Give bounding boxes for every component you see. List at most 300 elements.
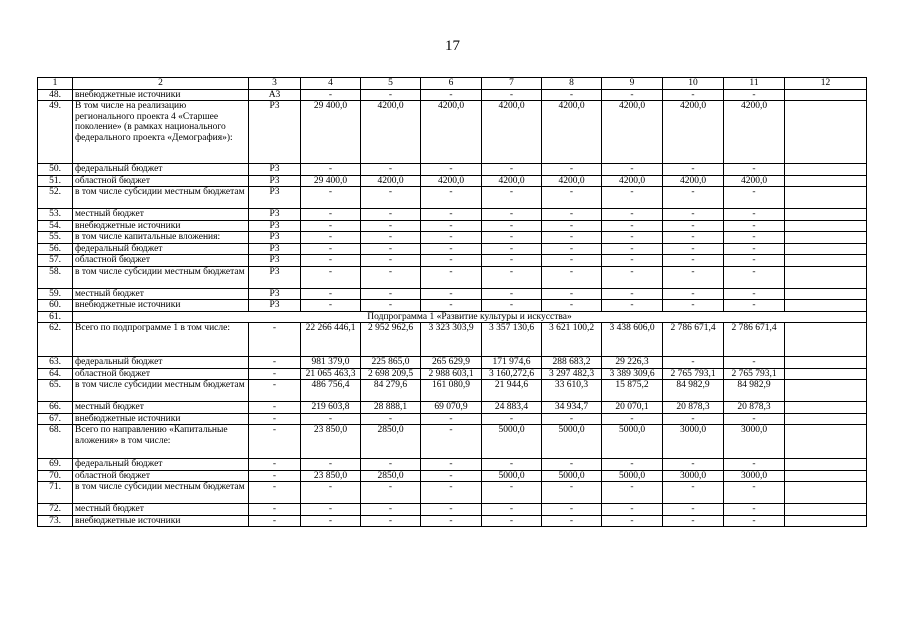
value-cell: 4200,0	[542, 175, 602, 187]
column-header: 1	[38, 78, 73, 90]
budget-table	[37, 77, 867, 527]
empty-cell	[785, 380, 867, 402]
value-cell: 23 850,0	[301, 470, 361, 482]
row-number: 61.	[38, 311, 73, 323]
row-name: местный бюджет	[73, 402, 249, 414]
row-number: 57.	[38, 255, 73, 267]
value-cell: -	[663, 243, 724, 255]
row-code: -	[249, 425, 301, 459]
value-cell: 4200,0	[361, 101, 421, 164]
table-row	[38, 89, 867, 101]
empty-cell	[785, 101, 867, 164]
value-cell: -	[602, 232, 663, 244]
value-cell: -	[663, 164, 724, 176]
value-cell: -	[301, 413, 361, 425]
value-cell: 20 878,3	[724, 402, 785, 414]
value-cell: -	[542, 255, 602, 267]
value-cell: 3 621 100,2	[542, 323, 602, 357]
row-code: -	[249, 470, 301, 482]
value-cell: 3 297 482,3	[542, 368, 602, 380]
value-cell: -	[542, 220, 602, 232]
value-cell: -	[361, 89, 421, 101]
value-cell: -	[663, 266, 724, 288]
row-code: -	[249, 459, 301, 471]
value-cell: 4200,0	[421, 101, 482, 164]
row-number: 65.	[38, 380, 73, 402]
value-cell: -	[421, 504, 482, 516]
empty-cell	[785, 220, 867, 232]
value-cell: -	[663, 300, 724, 312]
value-cell: 29 400,0	[301, 175, 361, 187]
value-cell: -	[361, 220, 421, 232]
value-cell: 24 883,4	[482, 402, 542, 414]
column-header: 4	[301, 78, 361, 90]
row-name: внебюджетные источники	[73, 89, 249, 101]
value-cell: -	[663, 459, 724, 471]
value-cell: -	[301, 504, 361, 516]
row-number: 52.	[38, 187, 73, 209]
value-cell: 5000,0	[482, 470, 542, 482]
value-cell: -	[482, 255, 542, 267]
row-name: внебюджетные источники	[73, 515, 249, 527]
value-cell: -	[301, 300, 361, 312]
row-code: -	[249, 413, 301, 425]
value-cell: -	[663, 209, 724, 221]
value-cell: -	[663, 89, 724, 101]
value-cell: -	[301, 266, 361, 288]
value-cell: 3 389 309,6	[602, 368, 663, 380]
table-row	[38, 311, 867, 323]
value-cell: 4200,0	[724, 175, 785, 187]
value-cell: -	[301, 220, 361, 232]
value-cell: -	[482, 482, 542, 504]
table-row	[38, 288, 867, 300]
row-name: областной бюджет	[73, 368, 249, 380]
value-cell: 3 323 303,9	[421, 323, 482, 357]
empty-cell	[785, 515, 867, 527]
value-cell: -	[542, 243, 602, 255]
value-cell: 4200,0	[663, 175, 724, 187]
value-cell: -	[602, 515, 663, 527]
empty-cell	[785, 187, 867, 209]
value-cell: -	[301, 89, 361, 101]
value-cell: -	[724, 413, 785, 425]
value-cell: 5000,0	[602, 425, 663, 459]
value-cell: -	[421, 459, 482, 471]
row-name: областной бюджет	[73, 175, 249, 187]
value-cell: -	[482, 209, 542, 221]
empty-cell	[785, 89, 867, 101]
value-cell: -	[724, 209, 785, 221]
table-row	[38, 459, 867, 471]
table-row	[38, 402, 867, 414]
value-cell: -	[361, 164, 421, 176]
row-number: 49.	[38, 101, 73, 164]
row-code: Р3	[249, 164, 301, 176]
value-cell: -	[421, 255, 482, 267]
table-row	[38, 323, 867, 357]
value-cell: 3000,0	[663, 425, 724, 459]
value-cell: 4200,0	[724, 101, 785, 164]
row-number: 60.	[38, 300, 73, 312]
table-row	[38, 175, 867, 187]
value-cell: -	[301, 187, 361, 209]
value-cell: -	[421, 187, 482, 209]
value-cell: 84 982,9	[663, 380, 724, 402]
row-number: 66.	[38, 402, 73, 414]
value-cell: 23 850,0	[301, 425, 361, 459]
row-number: 51.	[38, 175, 73, 187]
empty-cell	[785, 413, 867, 425]
row-code: -	[249, 402, 301, 414]
value-cell: -	[361, 288, 421, 300]
row-name: в том числе капитальные вложения:	[73, 232, 249, 244]
value-cell: 161 080,9	[421, 380, 482, 402]
empty-cell	[785, 402, 867, 414]
value-cell: 3 160,272,6	[482, 368, 542, 380]
row-code: Р3	[249, 255, 301, 267]
row-code: Р3	[249, 101, 301, 164]
value-cell: -	[421, 300, 482, 312]
empty-cell	[785, 470, 867, 482]
value-cell: -	[724, 459, 785, 471]
value-cell: -	[724, 357, 785, 369]
value-cell: 486 756,4	[301, 380, 361, 402]
row-name: федеральный бюджет	[73, 459, 249, 471]
value-cell: -	[724, 300, 785, 312]
value-cell: 2850,0	[361, 425, 421, 459]
value-cell: -	[602, 255, 663, 267]
value-cell: -	[421, 89, 482, 101]
value-cell: -	[301, 164, 361, 176]
value-cell: -	[421, 470, 482, 482]
value-cell: -	[602, 187, 663, 209]
value-cell: 84 279,6	[361, 380, 421, 402]
value-cell: -	[663, 288, 724, 300]
value-cell: -	[361, 515, 421, 527]
row-number: 54.	[38, 220, 73, 232]
value-cell: 4200,0	[663, 101, 724, 164]
value-cell: -	[482, 243, 542, 255]
value-cell: 288 683,2	[542, 357, 602, 369]
value-cell: -	[724, 243, 785, 255]
value-cell: -	[301, 515, 361, 527]
value-cell: 5000,0	[542, 470, 602, 482]
value-cell: 2 988 603,1	[421, 368, 482, 380]
value-cell: 265 629,9	[421, 357, 482, 369]
value-cell: 22 266 446,1	[301, 323, 361, 357]
value-cell: -	[724, 232, 785, 244]
value-cell: 4200,0	[361, 175, 421, 187]
value-cell: -	[421, 232, 482, 244]
value-cell: -	[482, 459, 542, 471]
value-cell: -	[602, 243, 663, 255]
column-header: 7	[482, 78, 542, 90]
row-number: 68.	[38, 425, 73, 459]
subprogram-title: Подпрограмма 1 «Развитие культуры и искусства»	[73, 311, 867, 323]
row-name: внебюджетные источники	[73, 300, 249, 312]
value-cell: -	[542, 187, 602, 209]
value-cell: -	[421, 266, 482, 288]
value-cell: -	[482, 89, 542, 101]
value-cell: -	[361, 243, 421, 255]
row-name: федеральный бюджет	[73, 164, 249, 176]
row-number: 62.	[38, 323, 73, 357]
value-cell: -	[602, 482, 663, 504]
value-cell: -	[602, 413, 663, 425]
value-cell: 219 603,8	[301, 402, 361, 414]
value-cell: -	[542, 504, 602, 516]
column-header: 3	[249, 78, 301, 90]
row-number: 53.	[38, 209, 73, 221]
table-row	[38, 470, 867, 482]
value-cell: 4200,0	[602, 101, 663, 164]
value-cell: 34 934,7	[542, 402, 602, 414]
value-cell: 84 982,9	[724, 380, 785, 402]
value-cell: -	[602, 300, 663, 312]
value-cell: -	[421, 209, 482, 221]
row-code: -	[249, 368, 301, 380]
value-cell: -	[663, 357, 724, 369]
value-cell: -	[602, 504, 663, 516]
value-cell: -	[724, 504, 785, 516]
table-row	[38, 243, 867, 255]
value-cell: -	[482, 187, 542, 209]
value-cell: -	[301, 482, 361, 504]
value-cell: 3 438 606,0	[602, 323, 663, 357]
table-row	[38, 209, 867, 221]
value-cell: 69 070,9	[421, 402, 482, 414]
value-cell: -	[542, 288, 602, 300]
row-number: 73.	[38, 515, 73, 527]
value-cell: -	[361, 187, 421, 209]
value-cell: 21 944,6	[482, 380, 542, 402]
table-row	[38, 504, 867, 516]
row-name: в том числе субсидии местным бюджетам	[73, 187, 249, 209]
empty-cell	[785, 504, 867, 516]
value-cell: 2 765 793,1	[724, 368, 785, 380]
row-number: 72.	[38, 504, 73, 516]
value-cell: -	[724, 288, 785, 300]
value-cell: -	[301, 255, 361, 267]
row-code: Р3	[249, 232, 301, 244]
column-header: 10	[663, 78, 724, 90]
row-number: 48.	[38, 89, 73, 101]
value-cell: -	[663, 504, 724, 516]
value-cell: -	[724, 266, 785, 288]
value-cell: -	[542, 209, 602, 221]
value-cell: -	[542, 164, 602, 176]
column-header: 11	[724, 78, 785, 90]
column-header: 8	[542, 78, 602, 90]
value-cell: -	[482, 164, 542, 176]
row-name: местный бюджет	[73, 504, 249, 516]
row-name: местный бюджет	[73, 209, 249, 221]
table-row	[38, 380, 867, 402]
value-cell: -	[602, 266, 663, 288]
empty-cell	[785, 266, 867, 288]
value-cell: 3000,0	[724, 425, 785, 459]
value-cell: -	[301, 232, 361, 244]
value-cell: 225 865,0	[361, 357, 421, 369]
row-code: -	[249, 323, 301, 357]
empty-cell	[785, 243, 867, 255]
value-cell: -	[482, 515, 542, 527]
value-cell: 33 610,3	[542, 380, 602, 402]
table-body	[38, 78, 867, 527]
value-cell: -	[421, 164, 482, 176]
empty-cell	[785, 300, 867, 312]
row-code: Р3	[249, 220, 301, 232]
row-name: внебюджетные источники	[73, 220, 249, 232]
row-name: Всего по направлению «Капитальные вложения» в том числе:	[73, 425, 249, 459]
value-cell: 4200,0	[602, 175, 663, 187]
value-cell: 2 952 962,6	[361, 323, 421, 357]
value-cell: -	[602, 459, 663, 471]
value-cell: 20 878,3	[663, 402, 724, 414]
row-name: Всего по подпрограмме 1 в том числе:	[73, 323, 249, 357]
row-number: 67.	[38, 413, 73, 425]
value-cell: -	[361, 300, 421, 312]
table-row	[38, 220, 867, 232]
row-code: -	[249, 515, 301, 527]
table-row	[38, 482, 867, 504]
table-row	[38, 368, 867, 380]
table-row	[38, 164, 867, 176]
value-cell: 4200,0	[482, 175, 542, 187]
value-cell: -	[724, 220, 785, 232]
value-cell: 5000,0	[542, 425, 602, 459]
empty-cell	[785, 164, 867, 176]
table-row	[38, 255, 867, 267]
column-header: 6	[421, 78, 482, 90]
row-code: Р3	[249, 187, 301, 209]
value-cell: -	[301, 243, 361, 255]
value-cell: -	[361, 413, 421, 425]
row-number: 71.	[38, 482, 73, 504]
empty-cell	[785, 357, 867, 369]
value-cell: -	[724, 89, 785, 101]
value-cell: 2 765 793,1	[663, 368, 724, 380]
value-cell: -	[724, 164, 785, 176]
value-cell: -	[421, 220, 482, 232]
row-number: 56.	[38, 243, 73, 255]
empty-cell	[785, 323, 867, 357]
empty-cell	[785, 175, 867, 187]
row-code: Р3	[249, 300, 301, 312]
value-cell: 28 888,1	[361, 402, 421, 414]
value-cell: 5000,0	[602, 470, 663, 482]
row-number: 50.	[38, 164, 73, 176]
row-code: Р3	[249, 288, 301, 300]
table-row	[38, 425, 867, 459]
row-name: областной бюджет	[73, 470, 249, 482]
value-cell: 171 974,6	[482, 357, 542, 369]
row-code: -	[249, 504, 301, 516]
value-cell: -	[361, 255, 421, 267]
value-cell: -	[361, 482, 421, 504]
value-cell: -	[724, 515, 785, 527]
empty-cell	[785, 482, 867, 504]
page-number: 17	[445, 38, 460, 54]
value-cell: 2 698 209,5	[361, 368, 421, 380]
value-cell: 5000,0	[482, 425, 542, 459]
column-header: 9	[602, 78, 663, 90]
value-cell: -	[542, 515, 602, 527]
header-row	[38, 78, 867, 90]
value-cell: -	[542, 89, 602, 101]
value-cell: -	[724, 482, 785, 504]
empty-cell	[785, 425, 867, 459]
value-cell: -	[542, 300, 602, 312]
row-code: Р3	[249, 243, 301, 255]
value-cell: -	[602, 220, 663, 232]
value-cell: 4200,0	[482, 101, 542, 164]
row-code: Р3	[249, 209, 301, 221]
row-code: Р3	[249, 266, 301, 288]
value-cell: -	[361, 504, 421, 516]
row-name: федеральный бюджет	[73, 243, 249, 255]
table-row	[38, 101, 867, 164]
value-cell: -	[724, 187, 785, 209]
value-cell: -	[542, 266, 602, 288]
value-cell: -	[482, 300, 542, 312]
table-row	[38, 300, 867, 312]
row-number: 58.	[38, 266, 73, 288]
empty-cell	[785, 255, 867, 267]
value-cell: -	[482, 288, 542, 300]
row-name: внебюджетные источники	[73, 413, 249, 425]
value-cell: 29 226,3	[602, 357, 663, 369]
value-cell: -	[361, 209, 421, 221]
value-cell: -	[724, 255, 785, 267]
value-cell: 20 070,1	[602, 402, 663, 414]
value-cell: -	[482, 220, 542, 232]
table-row	[38, 357, 867, 369]
row-name: в том числе субсидии местным бюджетам	[73, 380, 249, 402]
value-cell: 21 065 463,3	[301, 368, 361, 380]
table-row	[38, 232, 867, 244]
value-cell: 4200,0	[421, 175, 482, 187]
value-cell: 3000,0	[724, 470, 785, 482]
empty-cell	[785, 209, 867, 221]
value-cell: -	[482, 504, 542, 516]
value-cell: -	[542, 232, 602, 244]
value-cell: -	[301, 209, 361, 221]
table-row	[38, 515, 867, 527]
row-number: 64.	[38, 368, 73, 380]
value-cell: -	[542, 459, 602, 471]
value-cell: -	[542, 413, 602, 425]
row-number: 59.	[38, 288, 73, 300]
empty-cell	[785, 368, 867, 380]
value-cell: 3000,0	[663, 470, 724, 482]
value-cell: -	[602, 164, 663, 176]
row-name: В том числе на реализацию регионального проекта 4 «Старшее поколение» (в рамках национального федерального проекта «Демография»):	[73, 101, 249, 164]
table-row	[38, 413, 867, 425]
value-cell: -	[602, 288, 663, 300]
column-header: 2	[73, 78, 249, 90]
value-cell: -	[663, 515, 724, 527]
column-header: 12	[785, 78, 867, 90]
value-cell: -	[663, 220, 724, 232]
value-cell: -	[482, 266, 542, 288]
value-cell: -	[542, 482, 602, 504]
table-row	[38, 187, 867, 209]
value-cell: -	[663, 255, 724, 267]
row-name: местный бюджет	[73, 288, 249, 300]
value-cell: 4200,0	[542, 101, 602, 164]
